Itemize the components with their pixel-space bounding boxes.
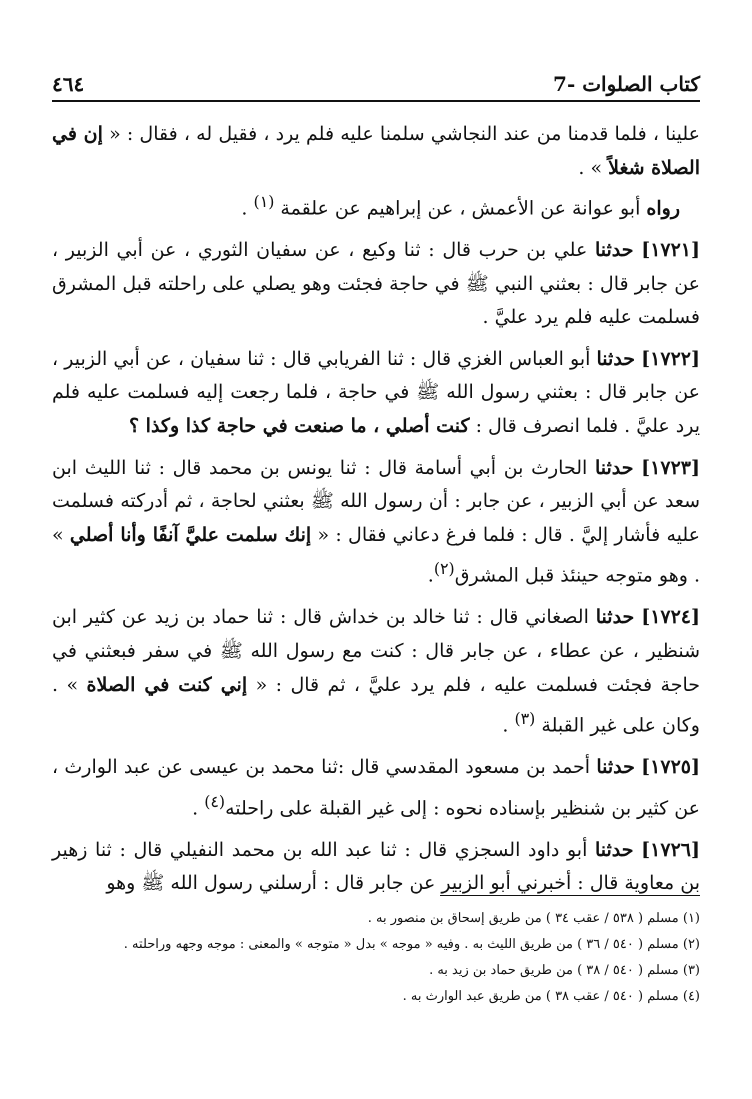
footnote-ref: (٢) [433,559,455,579]
footnote: (١) مسلم ( ٥٣٨ / عقب ٣٤ ) من طريق إسحاق بن منصور به . [367,911,700,926]
footnote: (٣) مسلم ( ٥٤٠ / ٣٨ ) من طريق حماد بن زيد به . [429,963,700,978]
hadith-1726: [١٧٢٦] حدثنا أبو داود السجزي قال : ثنا عبد الله بن محمد النفيلي قال : ثنا زهير بن معاوية قال : أخبرني أبو الزبير عن جابر قال : أرسلني رسول الله ﷺ وهو [52,838,700,895]
footnote: (٢) مسلم ( ٥٤٠ / ٣٦ ) من طريق الليث به . وفيه « موجه » بدل « متوجه » والمعنى : موجه وجهه وراحلته . [123,937,700,952]
hadith-1723: [١٧٢٣] حدثنا الحارث بن أبي أسامة قال : ثنا يونس بن محمد قال : ثنا الليث ابن سعد عن أبي الزبير ، عن جابر : أن رسول الله ﷺ بعثني لحاجة ، ثم أدركته فسلمت عليه فأشار إليَّ . قال : فلما فرغ دعاني فقال : « إنك سلمت عليَّ آنفًا وأنا أصلي » . وهو متوجه حينئذ قبل المشرق$^{(٢)}$. [52,456,701,587]
hadith-1722: [١٧٢٢] حدثنا أبو العباس الغزي قال : ثنا الفريابي قال : ثنا سفيان ، عن أبي الزبير ، عن جابر قال : بعثني رسول الله ﷺ في حاجة ، فلما رجعت إليه فسلمت عليه فلم يرد عليَّ . فلما انصرف قال : كنت أصلي ، ما صنعت في حاجة كذا وكذا ؟ [52,347,700,438]
page-number: ٤٦٤ [52,72,85,96]
intro-paragraph: علينا ، فلما قدمنا من عند النجاشي سلمنا عليه فلم يرد ، فقيل له ، فقال : « إن في الصلاة شغلاً » . [52,123,701,179]
rawah-line: رواه أبو عوانة عن الأعمش ، عن إبراهيم عن علقمة $^{(١)}$ . [241,192,680,220]
hadith-1725: [١٧٢٥] حدثنا أحمد بن مسعود المقدسي قال :ثنا محمد بن عيسى عن عبد الوارث ، عن كثير بن شنظير بإسناده نحوه : إلى غير القبلة على راحلته$^{(٤)}$ . [52,756,700,819]
hadith-quote: إني كنت في الصلاة [86,673,248,696]
footnote: (٤) مسلم ( ٥٤٠ / عقب ٣٨ ) من طريق عبد الوارث به . [402,989,700,1004]
footnote-separator [440,895,700,896]
hadith-number: [١٧٢٥] [641,756,700,779]
hadith-number: [١٧٢٦] [641,838,700,861]
hadith-quote: كنت أصلي ، ما صنعت في حاجة كذا وكذا ؟ [128,415,470,438]
footnote-ref: (١) [253,192,275,212]
footnotes [52,906,700,1010]
footnote-ref: (٣) [514,709,536,729]
rawah-label: رواه [646,197,680,220]
chapter-title: 7- كتاب الصلوات [553,72,700,96]
hadith-number: [١٧٢٣] [641,456,700,479]
hadith-number: [١٧٢٤] [641,606,701,629]
hadith-number: [١٧٢١] [641,239,701,262]
hadith-1721: [١٧٢١] حدثنا علي بن حرب قال : ثنا وكيع ، عن سفيان الثوري ، عن أبي الزبير ، عن جابر قال : بعثني النبي ﷺ في حاجة فجئت وهو يصلي على راحلته قبل المشرق فسلمت عليه فلم يرد عليَّ . [52,239,701,329]
hadith-quote: إنك سلمت عليَّ آنفًا وأنا أصلي [69,523,312,546]
hadith-number: [١٧٢٢] [641,347,700,370]
page-header [52,60,700,102]
hadith-1724: [١٧٢٤] حدثنا الصغاني قال : ثنا خالد بن خداش قال : ثنا حماد بن زيد عن كثير ابن شنظير ، عن عطاء ، عن جابر قال : كنت مع رسول الله ﷺ في سفر فبعثني في حاجة فجئت فسلمت عليه ، فلم يرد عليَّ ، ثم قال : « إني كنت في الصلاة » . وكان على غير القبلة $^{(٣)}$ . [52,606,701,737]
intro-quote: إن في الصلاة شغلاً [52,123,700,179]
footnote-ref: (٤) [204,791,226,811]
page-body [52,118,700,901]
